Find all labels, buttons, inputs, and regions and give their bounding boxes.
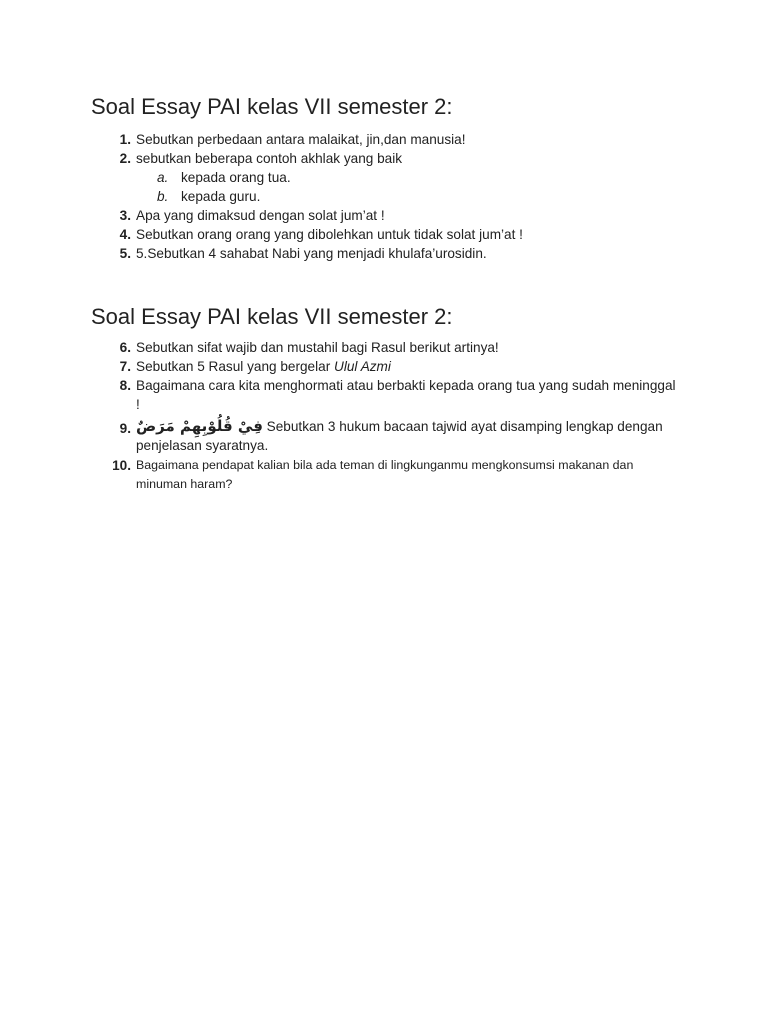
question-text: 5.Sebutkan 4 sahabat Nabi yang menjadi khulafa’urosidin. xyxy=(136,246,487,261)
question-item-2 xyxy=(91,149,691,168)
question-item-3 xyxy=(91,206,691,225)
question-text: Bagaimana pendapat kalian bila ada teman di lingkunganmu mengkonsumsi makanan dan minuman haram? xyxy=(136,458,634,491)
question-item-6 xyxy=(91,338,691,357)
subitem-letter: a. xyxy=(157,170,169,185)
subitem-letter: b. xyxy=(157,189,169,204)
question-list-2 xyxy=(91,338,691,494)
question-item-7 xyxy=(91,357,691,376)
subitem-a xyxy=(157,168,691,187)
question-item-8 xyxy=(91,376,691,414)
subitem-text: kepada guru. xyxy=(181,189,261,204)
question-text: Sebutkan 5 Rasul yang bergelar xyxy=(136,359,334,374)
question-item-9 xyxy=(91,417,691,455)
question-number: 2. xyxy=(119,151,131,166)
question-number: 4. xyxy=(119,227,131,242)
question-text: Bagaimana cara kita menghormati atau berbakti kepada orang tua yang sudah meninggal ! xyxy=(136,378,676,412)
question-text: Sebutkan perbedaan antara malaikat, jin,dan manusia! xyxy=(136,132,466,147)
question-number: 3. xyxy=(119,208,131,223)
question-number: 10. xyxy=(112,458,131,473)
question-number: 6. xyxy=(119,340,131,355)
question-list-1 xyxy=(91,130,691,263)
section-1-title: Soal Essay PAI kelas VII semester 2: xyxy=(91,94,453,119)
question-number: 5. xyxy=(119,246,131,261)
question-text: Apa yang dimaksud dengan solat jum’at ! xyxy=(136,208,385,223)
subitem-b xyxy=(157,187,691,206)
arabic-verse: فِيْ قُلُوْبِهِمْ مَرَضٌ xyxy=(136,417,263,435)
question-item-10 xyxy=(91,456,691,494)
question-number: 7. xyxy=(119,359,131,374)
question-number: 1. xyxy=(119,132,131,147)
question-text: Sebutkan sifat wajib dan mustahil bagi Rasul berikut artinya! xyxy=(136,340,499,355)
question-text: sebutkan beberapa contoh akhlak yang baik xyxy=(136,151,403,166)
question-emphasis: Ulul Azmi xyxy=(334,359,391,374)
question-item-1 xyxy=(91,130,691,149)
question-number: 9. xyxy=(119,421,131,436)
question-number: 8. xyxy=(119,378,131,393)
subitem-text: kepada orang tua. xyxy=(181,170,291,185)
question-item-4 xyxy=(91,225,691,244)
question-text: Sebutkan orang orang yang dibolehkan untuk tidak solat jum’at ! xyxy=(136,227,523,242)
section-2-title: Soal Essay PAI kelas VII semester 2: xyxy=(91,304,453,329)
question-text: Sebutkan 3 hukum bacaan tajwid ayat disamping lengkap dengan penjelasan syaratnya. xyxy=(136,419,663,453)
question-item-5 xyxy=(91,244,691,263)
